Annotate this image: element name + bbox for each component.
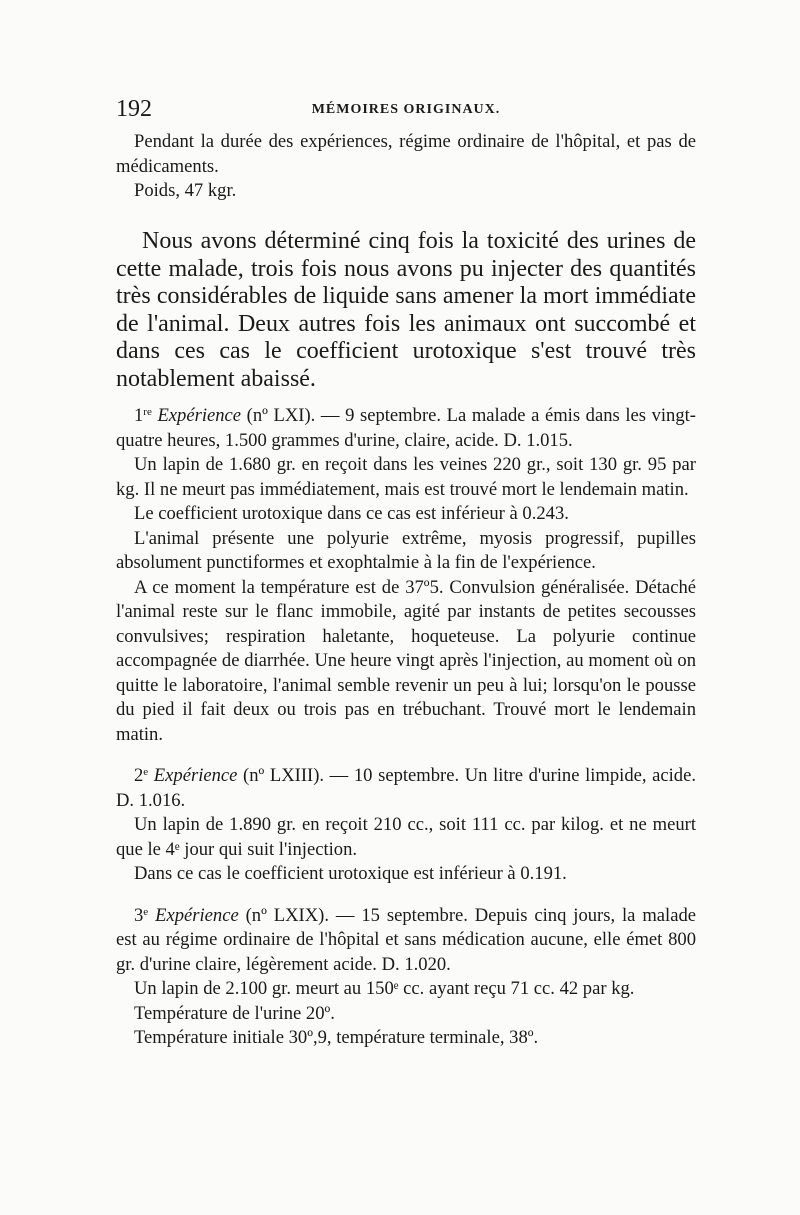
experiments-block <box>116 404 696 1051</box>
experiment-1-paragraph: A ce moment la température est de 37º5. Convulsion généralisée. Détaché l'animal reste sur le flanc immobile, agité par instants de petites secousses convulsives; respiration haletante, hoqueteuse. La polyurie continue accompagnée de diarrhée. Une heure vingt après l'injection, au moment où on quitte le laboratoire, l'animal semble revenir un peu à lui; lorsqu'on le pousse du pied il fait deux ou trois pas en trébuchant. Trouvé mort le lendemain matin. <box>116 576 696 745</box>
intro-paragraph: Pendant la durée des expériences, régime ordinaire de l'hôpital, et pas de médicaments. <box>116 131 696 177</box>
weight-line: Poids, 47 kgr. <box>134 180 237 201</box>
experiment-1-text: (nº LXI). — 9 septembre. La malade a émis dans les vingt-quatre heures, 1.500 grammes d'urine, claire, acide. D. 1.015. <box>116 405 696 451</box>
experiment-1-number: 1 <box>134 405 144 426</box>
summary-paragraph: Nous avons déterminé cinq fois la toxicité des urines de cette malade, trois fois nous avons pu injecter des quantités très considérables de liquide sans amener la mort immédiate de l'animal. Deux autres fois les animaux ont succombé et dans ces cas le coefficient urotoxique s'est trouvé très notablement abaissé. <box>116 228 696 392</box>
intro-block <box>116 130 696 204</box>
experiment-3-paragraph: Température initiale 30º,9, température terminale, 38º. <box>134 1027 539 1048</box>
experiment-1-paragraph: Le coefficient urotoxique dans ce cas est inférieur à 0.243. <box>134 503 569 524</box>
experiment-1-ordinal: re <box>143 406 152 418</box>
experiment-3-paragraph: Température de l'urine 20º. <box>134 1002 335 1024</box>
experiment-2-title: Expérience <box>153 765 238 786</box>
running-head: MÉMOIRES ORIGINAUX. <box>311 102 501 117</box>
experiment-2-paragraph: Un lapin de 1.890 gr. en reçoit 210 cc., soit 111 cc. par kilog. et ne meurt que le 4ᵉ jour qui suit l'injection. <box>116 814 696 860</box>
experiment-3-text: (nº LXIX). — 15 septembre. Depuis cinq jours, la malade est au régime ordinaire de l'hôpital et sans médication aucune, elle émet 800 gr. d'urine claire, légèrement acide. D. 1.020. <box>116 904 697 975</box>
experiment-1-paragraph: Un lapin de 1.680 gr. en reçoit dans les veines 220 gr., soit 130 gr. 95 par kg. Il ne meurt pas immédiatement, mais est trouvé mort le lendemain matin. <box>116 454 696 500</box>
summary-block <box>116 228 696 393</box>
experiment-3-heading <box>116 904 696 978</box>
experiment-1-heading <box>116 404 696 453</box>
page-header <box>116 96 696 126</box>
experiment-3-title: Expérience <box>155 904 239 926</box>
experiment-2-number: 2 <box>134 765 144 786</box>
experiment-1-paragraph: L'animal présente une polyurie extrême, myosis progressif, pupilles absolument punctiformes et exophtalmie à la fin de l'expérience. <box>116 527 696 573</box>
experiment-2-paragraph: Dans ce cas le coefficient urotoxique est inférieur à 0.191. <box>134 863 567 884</box>
page-number: 192 <box>116 96 152 122</box>
experiment-3-paragraph: Un lapin de 2.100 gr. meurt au 150ᵉ cc. ayant reçu 71 cc. 42 par kg. <box>134 978 635 999</box>
experiment-2-text: (nº LXIII). — 10 septembre. Un litre d'urine limpide, acide. D. 1.016. <box>116 765 696 811</box>
experiment-2-heading <box>116 764 696 813</box>
experiment-2-ordinal: e <box>143 766 149 778</box>
experiment-3-number: 3 <box>134 904 144 926</box>
experiment-1-title: Expérience <box>157 405 242 426</box>
experiment-3-ordinal: e <box>143 905 149 918</box>
